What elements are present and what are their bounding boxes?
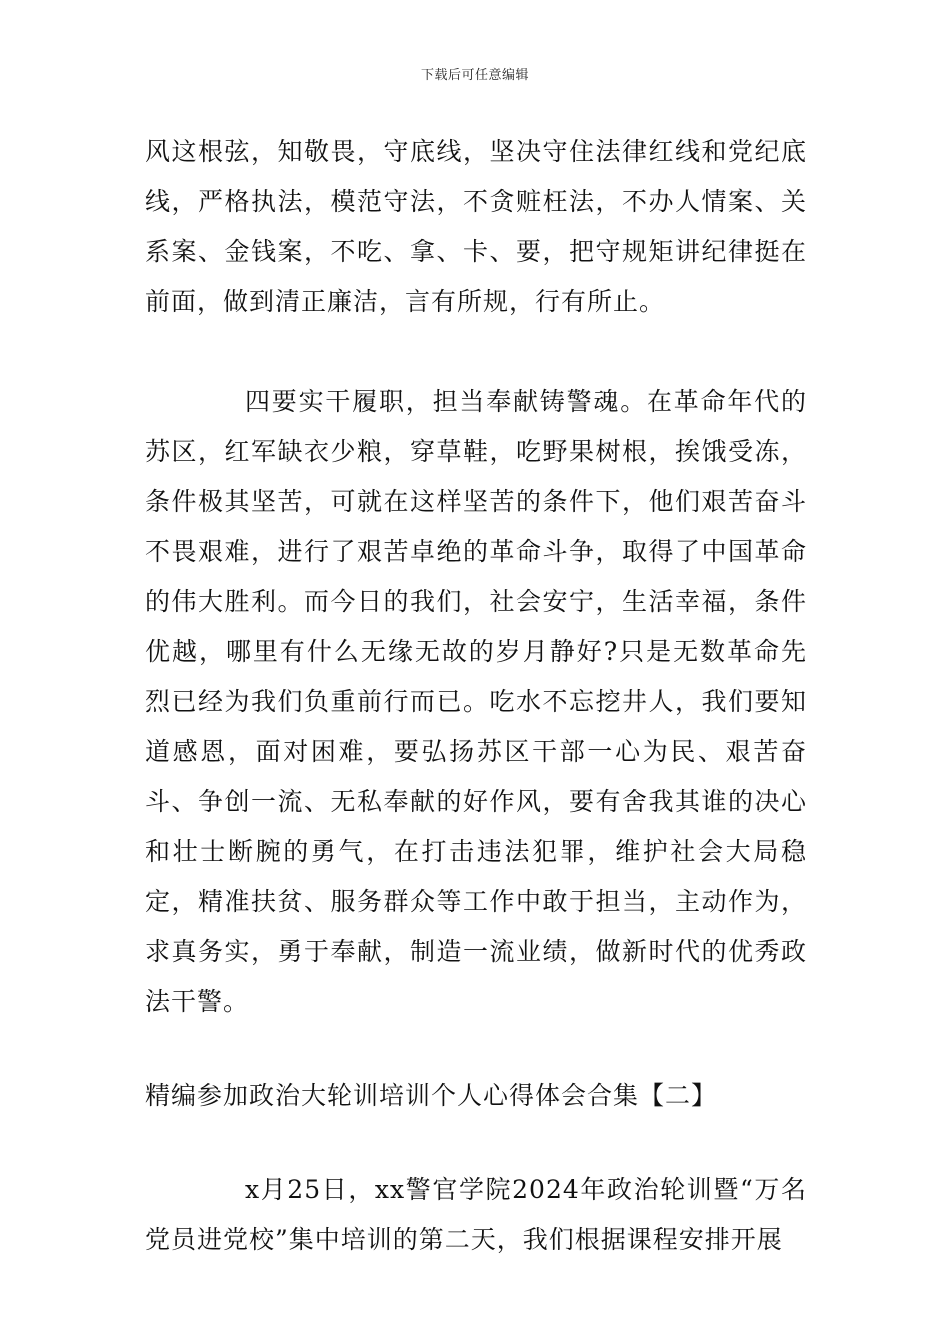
paragraph-dedication: 四要实干履职，担当奉献铸警魂。在革命年代的苏区，红军缺衣少粮，穿草鞋，吃野果树根，挨饿受冻，条件极其坚苦，可就在这样坚苦的条件下，他们艰苦奋斗不畏艰难，进行了艰苦卓绝的革命斗争，取得了中国革命的伟大胜利。而今日的我们，社会安宁，生活幸福，条件优越，哪里有什么无缘无故的岁月静好?只是无数革命先烈已经为我们负重前行而已。吃水不忘挖井人，我们要知道感恩，面对困难，要弘扬苏区干部一心为民、艰苦奋斗、争创一流、无私奉献的好作风，要有舍我其谁的决心和壮士断腕的勇气，在打击违法犯罪，维护社会大局稳定，精准扶贫、服务群众等工作中敢于担当，主动作为，求真务实，勇于奉献，制造一流业绩，做新时代的优秀政法干警。 (145, 387, 807, 1016)
paragraph-discipline: 风这根弦，知敬畏，守底线，坚决守住法律红线和党纪底线，严格执法，模范守法，不贪赃枉法，不办人情案、关系案、金钱案，不吃、拿、卡、要，把守规矩讲纪律挺在前面，做到清正廉洁，言有所规，行有所止。 (145, 137, 807, 316)
page-header-note: 下载后可任意编辑 (420, 68, 529, 83)
document-body (145, 127, 807, 1265)
paragraph-training-intro: x月25日，xx警官学院2024年政治轮训暨“万名党员进党校”集中培训的第二天，我们根据课程安排开展 (145, 1175, 807, 1254)
section-title: 精编参加政治大轮训培训个人心得体会合集【二】 (145, 1081, 718, 1110)
